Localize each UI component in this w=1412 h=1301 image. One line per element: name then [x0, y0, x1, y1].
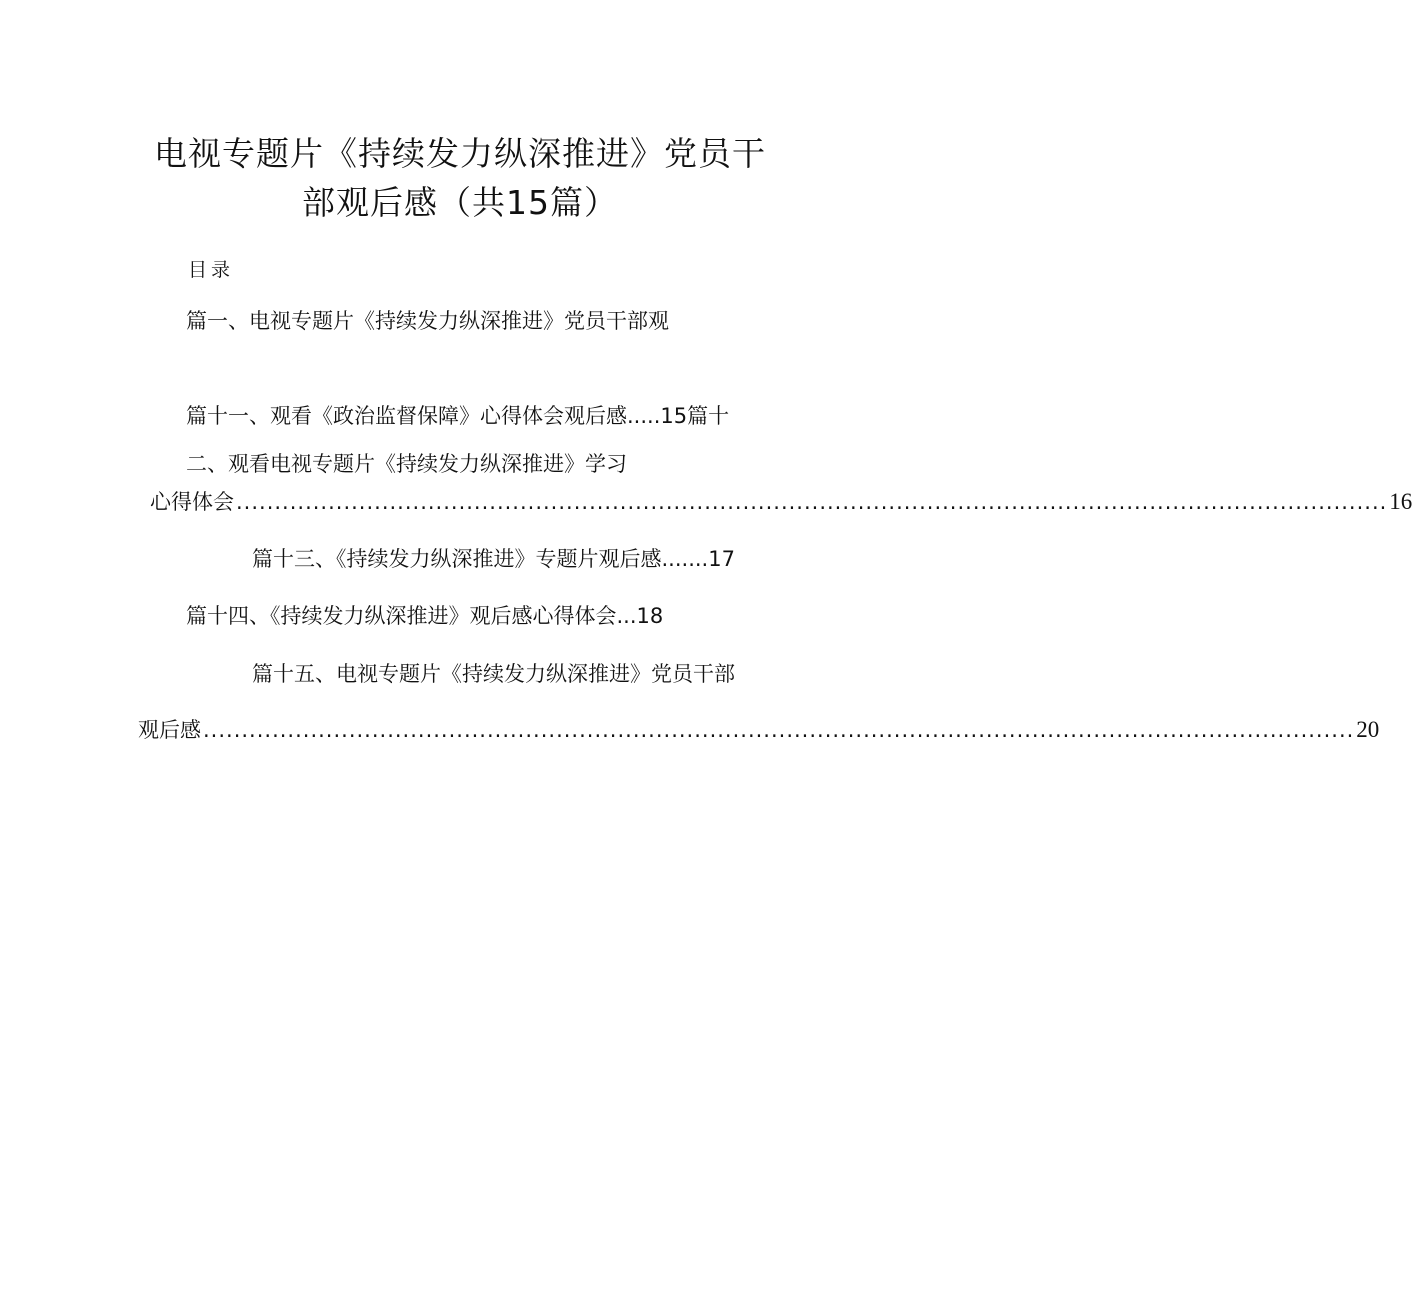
toc-entry-11[interactable]: 篇十一、观看《政治监督保障》心得体会观后感.....15篇十	[186, 404, 730, 428]
toc-entry-12[interactable]: 二、观看电视专题片《持续发力纵深推进》学习	[186, 452, 627, 476]
toc-entry-15-text: 观后感	[138, 718, 201, 742]
toc-entry-12-text: 心得体会	[150, 490, 234, 514]
toc-heading: 目录	[188, 259, 235, 281]
toc-entry-12-continued[interactable]	[150, 487, 1412, 517]
document-title-line-1: 电视专题片《持续发力纵深推进》党员干	[154, 134, 766, 173]
toc-entry-15[interactable]: 篇十五、电视专题片《持续发力纵深推进》党员干部	[252, 662, 735, 686]
toc-entry-13[interactable]: 篇十三、《持续发力纵深推进》专题片观后感.......17	[252, 547, 735, 571]
toc-entry-15-continued[interactable]	[138, 715, 1380, 745]
toc-entry-15-page: 20	[1356, 717, 1380, 742]
toc-entry-1[interactable]: 篇一、电视专题片《持续发力纵深推进》党员干部观	[186, 309, 669, 333]
toc-leader-dots: ......................................................................................................................................................	[236, 490, 1388, 514]
document-title-line-2: 部观后感（共15篇）	[302, 183, 618, 222]
toc-entry-12-page: 16	[1389, 489, 1412, 514]
toc-leader-dots: ......................................................................................................................................................	[203, 718, 1355, 742]
toc-entry-14[interactable]: 篇十四、《持续发力纵深推进》观后感心得体会...18	[186, 604, 664, 628]
